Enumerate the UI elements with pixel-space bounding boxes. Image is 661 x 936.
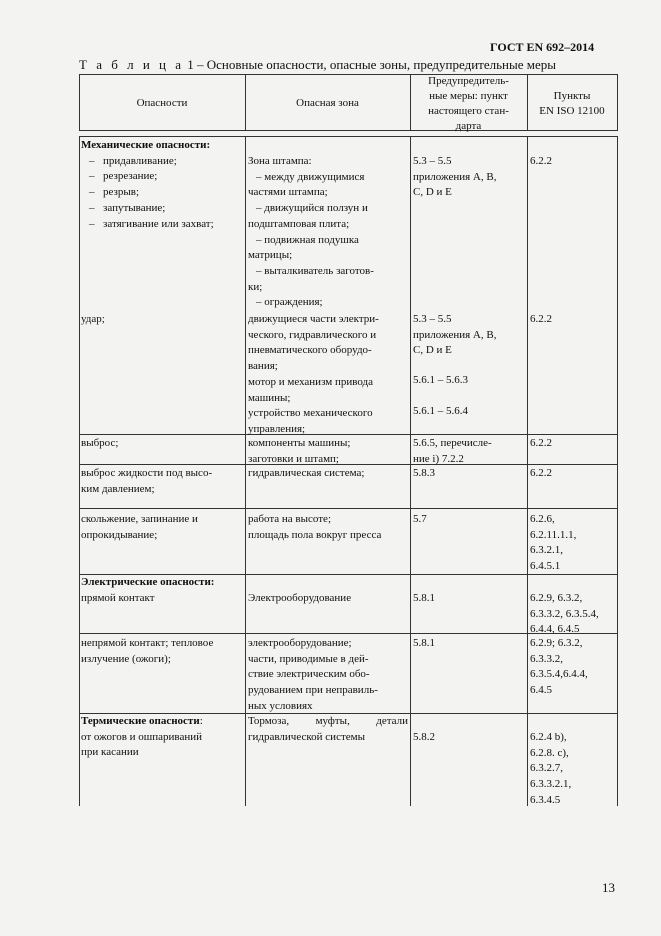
ejection-iso: 6.2.2: [530, 437, 552, 449]
caption-text: – Основные опасности, опасные зоны, предупредительные меры: [197, 57, 556, 72]
indirect-iso: 6.2.9; 6.3.2, 6.3.3.2, 6.3.5.4,6.4.4, 6.4.5: [530, 637, 588, 697]
list-item: – затягивание или захват;: [81, 217, 214, 233]
mechanical-zone: Зона штампа: – между движущимися частями штампа; – движущийся ползун и подштамповая плита; – подвижная подушка матрицы; – выталкиватель заготов- ки; – ограждения;: [248, 155, 374, 309]
page-number: 13: [602, 880, 615, 895]
impact-measures: 5.3 – 5.5 приложения А, В, С, D и Е: [413, 313, 497, 357]
electrical-hazards: Электрические опасности: прямой контакт: [81, 576, 215, 604]
impact-measures-control: 5.6.1 – 5.6.4: [413, 405, 468, 417]
thermal-heading: Термические опасности: [81, 715, 200, 727]
ejection-measures: 5.6.5, перечисле- ние i) 7.2.2: [413, 437, 492, 465]
impact-zone: движущиеся части электри- ческого, гидравлического и пневматического оборудо- вания; мотор и механизм привода машины; устройство механического управления;: [248, 313, 379, 435]
slip-zone: работа на высоте; площадь пола вокруг пресса: [248, 513, 382, 541]
caption-prefix: Т а б л и ц а: [79, 57, 184, 72]
indirect-hazard: непрямой контакт; тепловое излучение (ожоги);: [81, 637, 214, 665]
slip-measures: 5.7: [413, 513, 427, 525]
fluid-hazard: выброс жидкости под высо- ким давлением;: [81, 467, 213, 495]
thermal-zone: Тормоза, муфты, детали гидравлической системы: [248, 715, 408, 743]
impact-iso: 6.2.2: [530, 313, 552, 325]
impact-measures-drive: 5.6.1 – 5.6.3: [413, 374, 468, 386]
thermal-iso: 6.2.4 b), 6.2.8. c), 6.3.2.7, 6.3.3.2.1, 6.3.4.5: [530, 731, 572, 806]
caption-number: 1: [187, 57, 194, 72]
electrical-zone: Электрооборудование: [248, 592, 352, 604]
list-item: – придавливание;: [81, 154, 214, 170]
slip-iso: 6.2.6, 6.2.11.1.1, 6.3.2.1, 6.4.5.1: [530, 513, 577, 573]
header-zone: Опасная зона: [296, 97, 359, 109]
list-item: – резрыв;: [81, 185, 214, 201]
header-measures: Предупредитель- ные меры: пункт настоящего стан- дарта: [428, 75, 509, 132]
ejection-zone: компоненты машины; заготовки и штамп;: [248, 437, 351, 465]
impact-hazard: удар;: [81, 313, 105, 325]
indirect-measures: 5.8.1: [413, 637, 435, 649]
electrical-measures: 5.8.1: [413, 592, 435, 604]
header-hazards: Опасности: [136, 97, 188, 109]
fluid-measures: 5.8.3: [413, 467, 435, 479]
mechanical-measures: 5.3 – 5.5 приложения А, В, С, D и Е: [413, 155, 497, 199]
indirect-zone: электрооборудование; части, приводимые в дей- ствие электрическим обо- рудованием при неправиль- ных условиях: [248, 637, 378, 712]
electrical-heading: Электрические опасности:: [81, 576, 215, 588]
mechanical-hazards: [81, 138, 214, 232]
fluid-iso: 6.2.2: [530, 467, 552, 479]
header-iso: Пункты EN ISO 12100: [539, 90, 605, 117]
list-item: – запутывание;: [81, 201, 214, 217]
thermal-hazards: Термические опасности: от ожогов и ошпариваний при касании: [81, 715, 203, 759]
fluid-zone: гидравлическая система;: [248, 467, 365, 479]
table-caption: [79, 57, 556, 73]
list-item: – резрезание;: [81, 169, 214, 185]
thermal-measures: 5.8.2: [413, 731, 435, 743]
mechanical-iso: 6.2.2: [530, 155, 552, 167]
mechanical-heading: Механические опасности:: [81, 139, 211, 151]
electrical-iso: 6.2.9, 6.3.2, 6.3.3.2, 6.3.5.4, 6.4.4, 6.4.5: [530, 592, 599, 636]
ejection-hazard: выброс;: [81, 437, 119, 449]
slip-hazard: скольжение, запинание и опрокидывание;: [81, 513, 198, 541]
document-code: ГОСТ EN 692–2014: [490, 40, 595, 54]
